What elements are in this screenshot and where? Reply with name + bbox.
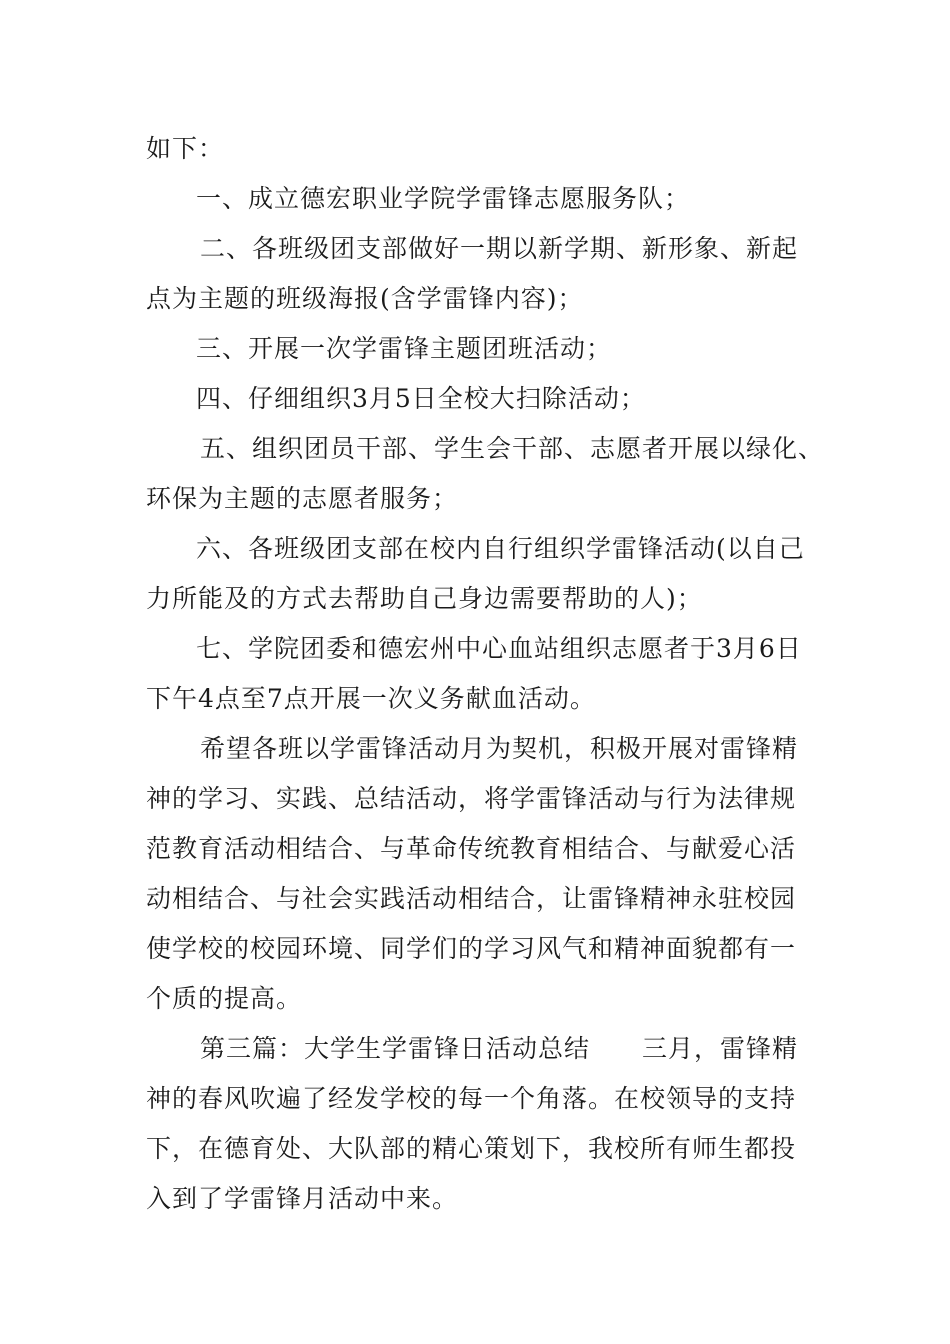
text-line: 希望各班以学雷锋活动月为契机，积极开展对雷锋精	[200, 734, 799, 763]
text-line: 四、仔细组织3月5日全校大扫除活动；	[196, 384, 646, 413]
text-line: 入到了学雷锋月活动中来。	[146, 1184, 459, 1213]
text-line: 神的学习、实践、总结活动，将学雷锋活动与行为法律规	[146, 784, 797, 813]
text-line: 下午4点至7点开展一次义务献血活动。	[146, 684, 596, 713]
text-line: 五、组织团员干部、学生会干部、志愿者开展以绿化、	[200, 434, 825, 463]
section-title: 第三篇：大学生学雷锋日活动总结	[200, 1034, 591, 1063]
text-line: 使学校的校园环境、同学们的学习风气和精神面貌都有一	[146, 934, 797, 963]
text-line: 六、各班级团支部在校内自行组织学雷锋活动(以自己	[196, 534, 805, 563]
text-line: 二、各班级团支部做好一期以新学期、新形象、新起	[200, 234, 799, 263]
text-line: 力所能及的方式去帮助自己身边需要帮助的人)；	[146, 584, 703, 613]
text-line: 个质的提高。	[146, 984, 303, 1013]
text-line: 一、成立德宏职业学院学雷锋志愿服务队；	[196, 184, 691, 213]
text-line: 七、学院团委和德宏州中心血站组织志愿者于3月6日	[196, 634, 802, 663]
text-line: 下，在德育处、大队部的精心策划下，我校所有师生都投	[146, 1134, 797, 1163]
text-line: 环保为主题的志愿者服务；	[146, 484, 459, 513]
section-heading-line	[0, 1024, 950, 1074]
text-line: 范教育活动相结合、与革命传统教育相结合、与献爱心活	[146, 834, 797, 863]
text-line: 神的春风吹遍了经发学校的每一个角落。在校领导的支持	[146, 1084, 797, 1113]
text-line: 点为主题的班级海报(含学雷锋内容)；	[146, 284, 584, 313]
text-line: 如下：	[146, 134, 225, 163]
text-line: 动相结合、与社会实践活动相结合，让雷锋精神永驻校园	[146, 884, 797, 913]
section-intro: 三月，雷锋精	[642, 1034, 799, 1063]
text-line: 三、开展一次学雷锋主题团班活动；	[196, 334, 613, 363]
